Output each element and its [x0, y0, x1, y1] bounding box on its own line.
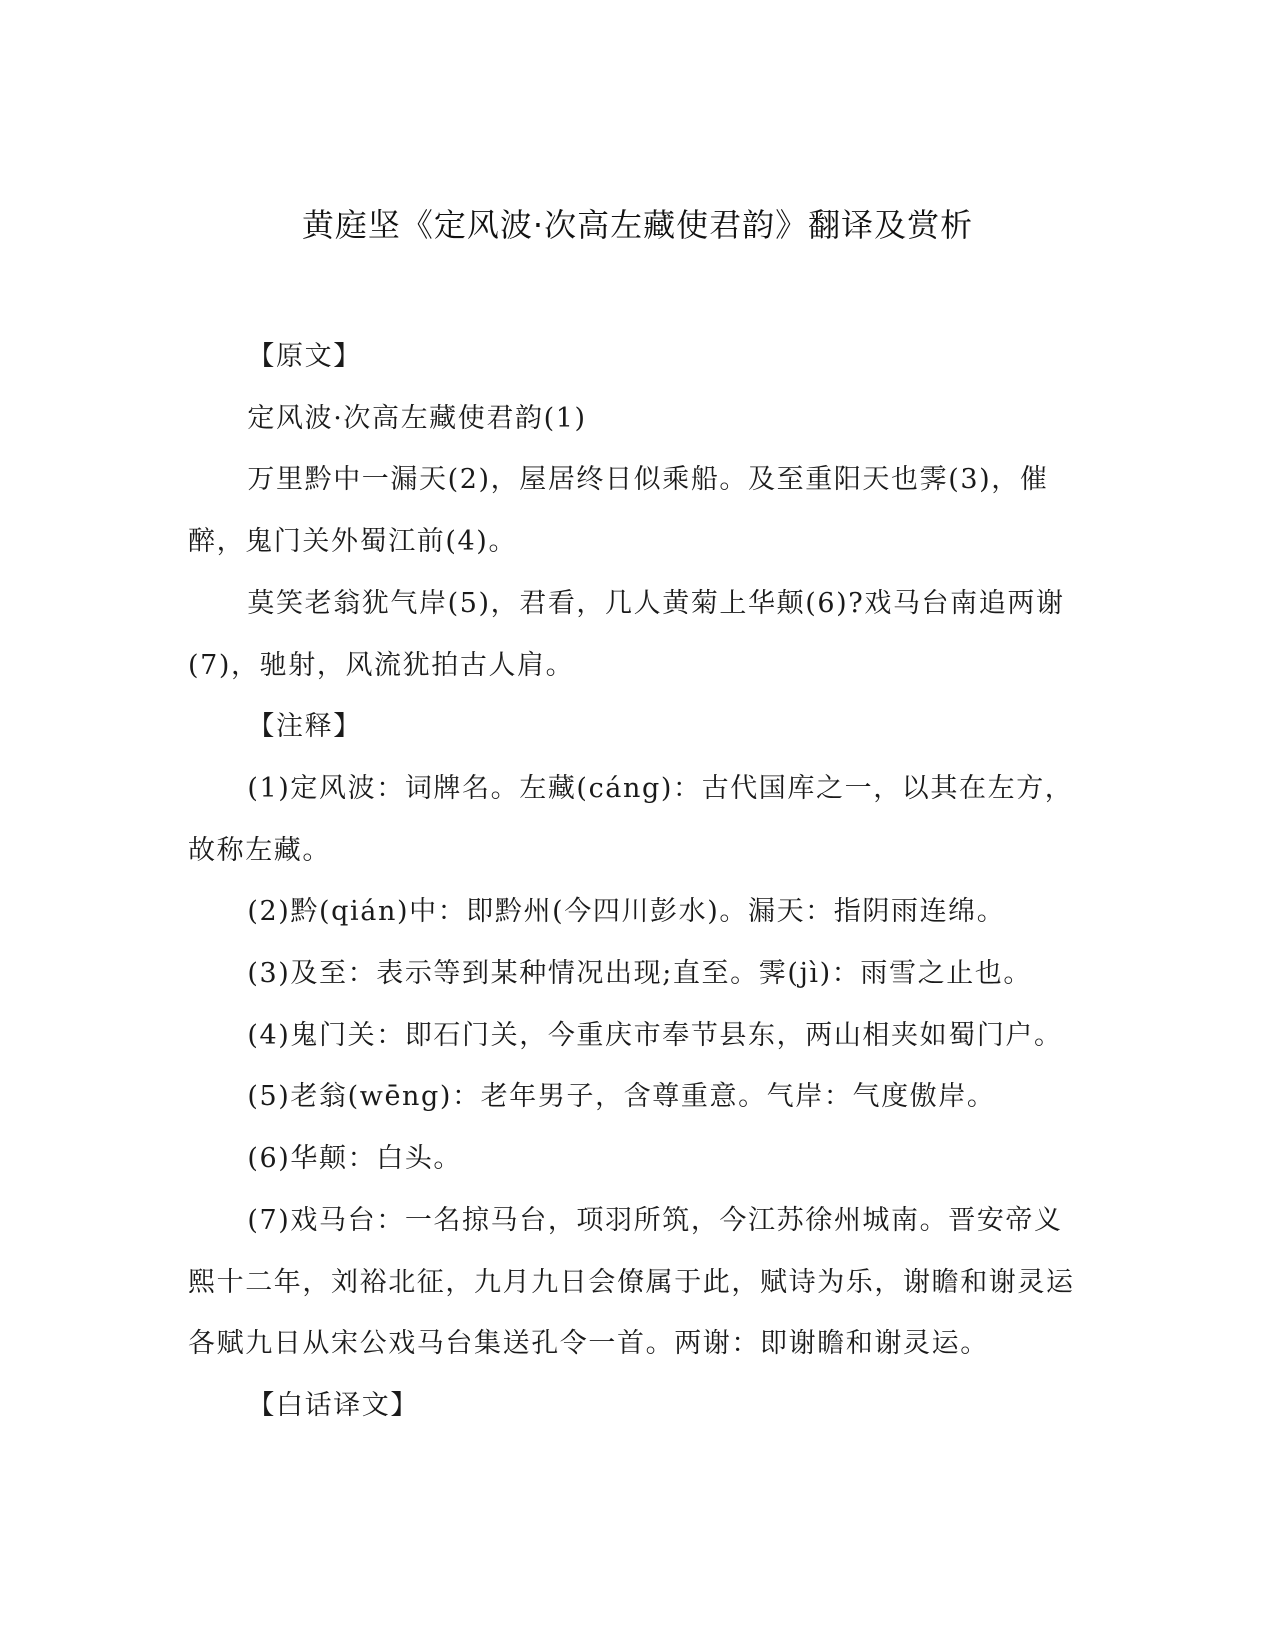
note-4: (4)鬼门关：即石门关，今重庆市奉节县东，两山相夹如蜀门户。 [247, 1019, 1063, 1051]
poem-stanza-1: 万里黔中一漏天(2)，屋居终日似乘船。及至重阳天也霁(3)，催醉，鬼门关外蜀江前(4)。 [188, 464, 1049, 558]
poem-stanza-2: 莫笑老翁犹气岸(5)，君看，几人黄菊上华颠(6)?戏马台南追两谢(7)，驰射，风流犹拍古人肩。 [188, 587, 1065, 681]
poem-title: 定风波·次高左藏使君韵(1) [247, 402, 587, 434]
note-1: (1)定风波：词牌名。左藏(cáng)：古代国库之一，以其在左方，故称左藏。 [188, 772, 1074, 866]
note-2: (2)黔(qián)中：即黔州(今四川彭水)。漏天：指阴雨连绵。 [247, 896, 1006, 928]
note-7: (7)戏马台：一名掠马台，项羽所筑，今江苏徐州城南。晋安帝义熙十二年，刘裕北征，九月九日会僚属于此，赋诗为乐，谢瞻和谢灵运各赋九日从宋公戏马台集送孔令一首。两谢：即谢瞻和谢灵运。 [188, 1204, 1075, 1360]
note-5: (5)老翁(wēng)：老年男子，含尊重意。气岸：气度傲岸。 [247, 1081, 996, 1113]
section-heading-original: 【原文】 [247, 341, 362, 372]
section-heading-translation: 【白话译文】 [247, 1389, 419, 1421]
section-heading-notes: 【注释】 [247, 711, 362, 743]
note-6: (6)华颠：白头。 [247, 1143, 463, 1175]
document-body [188, 326, 1078, 1437]
note-3: (3)及至：表示等到某种情况出现;直至。霁(jì)：雨雪之止也。 [247, 958, 1033, 990]
document-title: 黄庭坚《定风波·次高左藏使君韵》翻译及赏析 [301, 206, 974, 244]
